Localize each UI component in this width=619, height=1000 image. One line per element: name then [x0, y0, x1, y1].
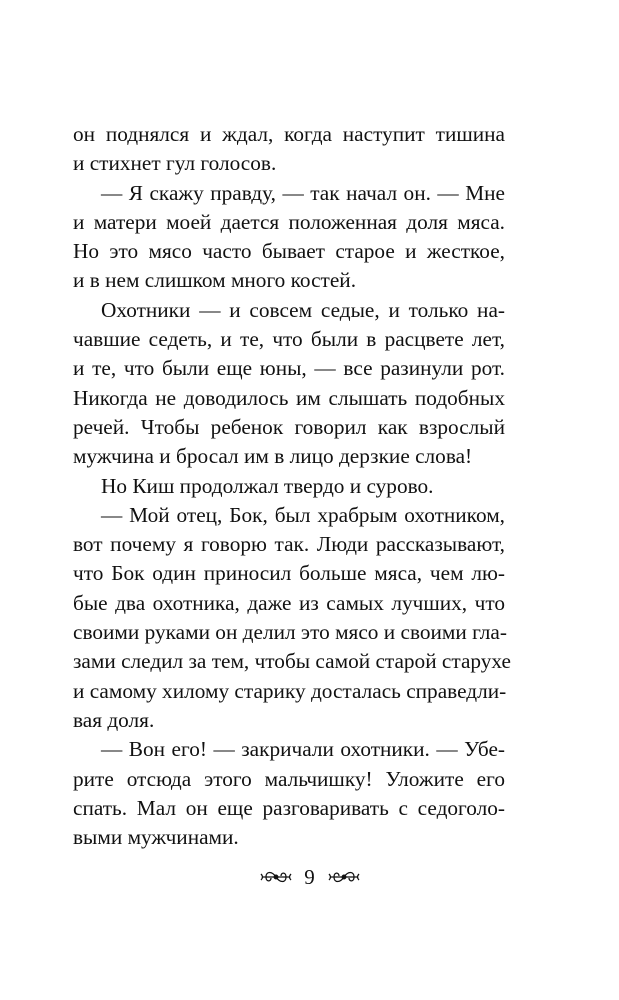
text-line: Но Киш продолжал твердо и сурово.	[101, 473, 434, 498]
floral-ornament-icon	[327, 868, 361, 886]
page-number: 9	[304, 864, 315, 889]
text-line: вая доля.	[73, 707, 155, 732]
text-line: спать. Мал он еще разговаривать с седоголо-	[73, 795, 505, 820]
text-line: и матери моей дается положенная доля мяса.	[73, 209, 505, 234]
text-line: что Бок один приносил больше мяса, чем лю-	[73, 561, 505, 586]
text-line: выми мужчинами.	[73, 825, 239, 850]
text-line: — Вон его! — закричали охотники. — Убе-	[101, 737, 505, 762]
text-line: мужчина и бросал им в лицо дерзкие слова!	[73, 444, 473, 469]
text-line: и стихнет гул голосов.	[73, 151, 277, 176]
floral-ornament-icon	[259, 868, 293, 886]
text-line: Никогда не доводилось им слышать подобных	[73, 385, 505, 410]
text-line: и самому хилому старику досталась справедли-	[73, 678, 507, 703]
text-line: зами следил за тем, чтобы самой старой старухе	[73, 649, 511, 674]
text-line: вот почему я говорю так. Люди рассказывают,	[73, 532, 505, 557]
text-line: и в нем слишком много костей.	[73, 268, 357, 293]
text-line: рите отсюда этого мальчишку! Уложите его	[73, 766, 505, 791]
text-line: своими руками он делил это мясо и своими гла-	[73, 620, 507, 645]
page-footer	[0, 857, 619, 897]
text-line: Охотники — и совсем седые, и только на-	[101, 297, 505, 322]
text-line: — Я скажу правду, — так начал он. — Мне	[101, 180, 505, 205]
text-line: чавшие седеть, и те, что были в расцвете лет,	[73, 327, 505, 352]
text-line: бые два охотника, даже из самых лучших, что	[73, 590, 505, 615]
text-line: Но это мясо часто бывает старое и жесткое,	[73, 239, 505, 264]
text-line: и те, что были еще юны, — все разинули рот.	[73, 356, 505, 381]
text-line: он поднялся и ждал, когда наступит тишина	[73, 122, 505, 146]
text-line: речей. Чтобы ребенок говорил как взрослый	[73, 414, 505, 439]
text-line: — Мой отец, Бок, был храбрым охотником,	[101, 502, 505, 527]
body-text	[73, 120, 511, 852]
